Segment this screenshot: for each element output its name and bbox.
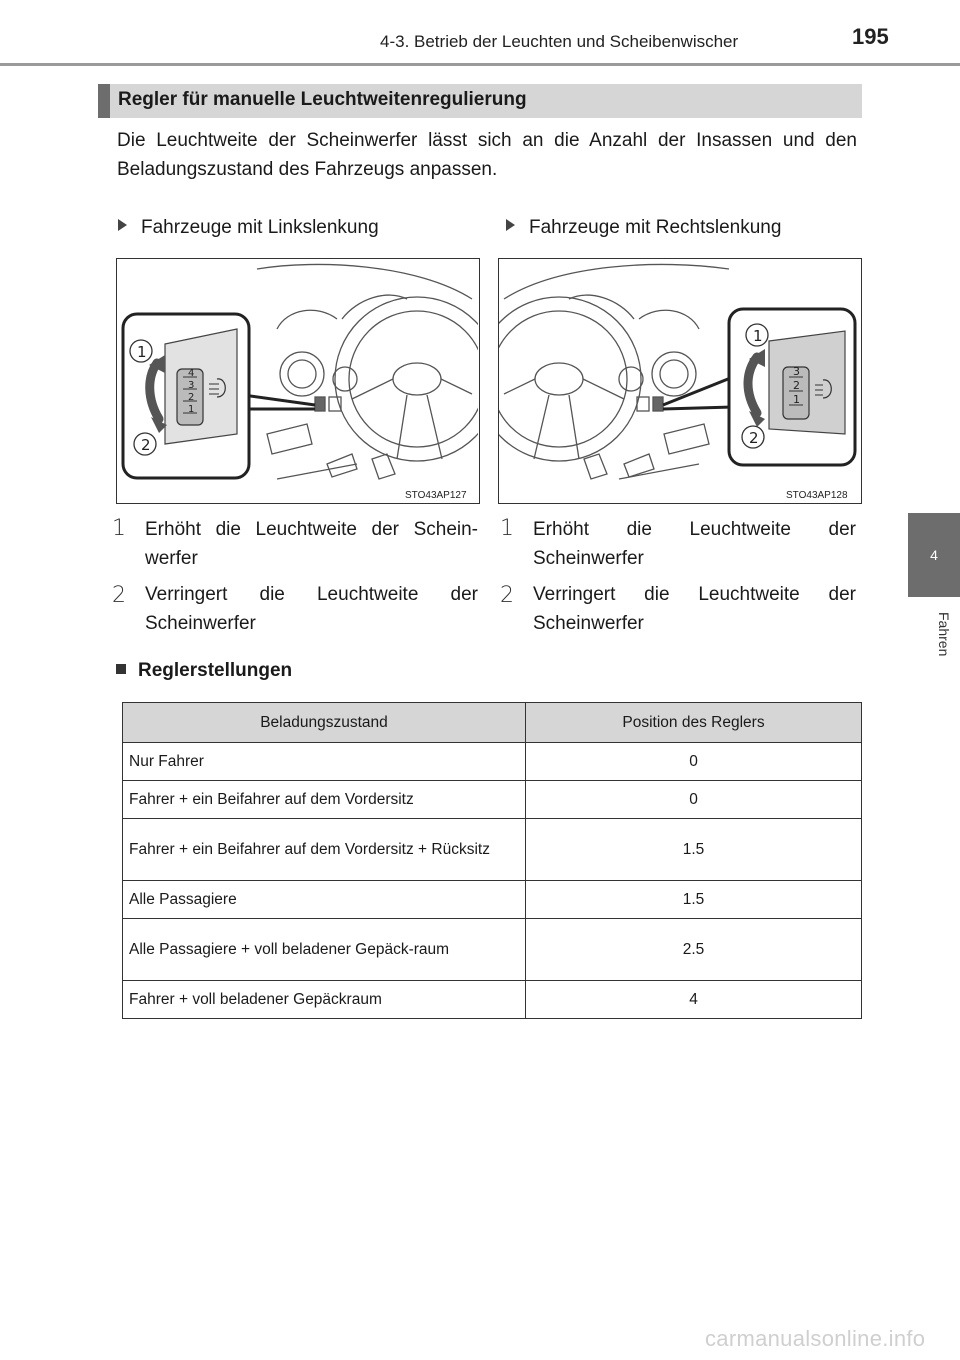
position-cell: 2.5 <box>526 919 862 981</box>
condition-cell: Fahrer + voll beladener Gepäckraum <box>123 981 526 1019</box>
table-row <box>123 781 862 819</box>
legend-number: 1 <box>500 516 514 541</box>
dial-mark: 3 <box>188 380 195 391</box>
legend-text: Erhöht die Leuchtweite der Scheinwerfer <box>533 519 856 569</box>
chapter-label: Fahren <box>936 612 952 657</box>
condition-cell: Nur Fahrer <box>123 743 526 781</box>
dashboard-illustration-rhd <box>499 259 860 502</box>
figure-label-lhd-text: Fahrzeuge mit Linkslenkung <box>141 217 379 238</box>
table-header-row <box>123 703 862 743</box>
arrow-bullet-icon <box>118 219 127 231</box>
settings-table <box>122 702 862 1019</box>
legend-text: Verringert die Leuchtweite der Scheinwerfer <box>145 584 478 634</box>
settings-heading <box>116 660 292 682</box>
dial-mark: 2 <box>793 379 800 392</box>
figure-label-rhd <box>506 217 781 239</box>
dial-mark: 3 <box>793 365 800 378</box>
position-cell: 1.5 <box>526 819 862 881</box>
watermark: carmanualsonline.info <box>705 1326 926 1351</box>
table-row <box>123 819 862 881</box>
table-row <box>123 881 862 919</box>
section-title: Regler für manuelle Leuchtweitenregulierung <box>118 89 527 110</box>
legend-number: 2 <box>112 583 126 608</box>
dial-mark: 1 <box>188 404 195 415</box>
settings-heading-text: Reglerstellungen <box>138 660 293 681</box>
table-row <box>123 743 862 781</box>
callout-2: 2 <box>141 436 151 454</box>
condition-cell: Alle Passagiere + voll beladener Gepäck-raum <box>123 919 526 981</box>
figure-rhd <box>498 258 862 504</box>
table-row <box>123 919 862 981</box>
figure-code: STO43AP127 <box>405 490 467 501</box>
legend-text: Erhöht die Leuchtweite der Schein-werfer <box>145 519 478 569</box>
figure-lhd <box>116 258 480 504</box>
legend-number: 1 <box>112 516 126 541</box>
dial-mark: 2 <box>188 392 195 403</box>
arrow-bullet-icon <box>506 219 515 231</box>
table-row <box>123 981 862 1019</box>
condition-cell: Alle Passagiere <box>123 881 526 919</box>
chapter-tab[interactable]: 4 <box>908 513 960 597</box>
position-cell: 0 <box>526 781 862 819</box>
dial-mark: 4 <box>188 368 195 379</box>
callout-1: 1 <box>753 327 763 345</box>
column-header: Beladungszustand <box>123 703 526 743</box>
callout-2: 2 <box>749 429 759 447</box>
position-cell: 1.5 <box>526 881 862 919</box>
condition-cell: Fahrer + ein Beifahrer auf dem Vordersitz + Rücksitz <box>123 819 526 881</box>
dial-mark: 1 <box>793 393 800 406</box>
square-bullet-icon <box>116 664 126 674</box>
callout-1: 1 <box>137 343 147 361</box>
figure-code: STO43AP128 <box>786 490 848 501</box>
condition-cell: Fahrer + ein Beifahrer auf dem Vordersitz <box>123 781 526 819</box>
position-cell: 0 <box>526 743 862 781</box>
figure-label-rhd-text: Fahrzeuge mit Rechtslenkung <box>529 217 782 238</box>
figure-label-lhd <box>118 217 379 239</box>
page-number: 195 <box>852 24 889 49</box>
dashboard-illustration-lhd <box>117 259 478 502</box>
column-header: Position des Reglers <box>526 703 862 743</box>
header-rule <box>0 63 960 66</box>
legend-text: Verringert die Leuchtweite der Scheinwerfer <box>533 584 856 634</box>
intro-paragraph: Die Leuchtweite der Scheinwerfer lässt sich an die Anzahl der Insassen und den Beladungszustand des Fahrzeugs anpassen. <box>117 130 857 180</box>
header-section-title: 4-3. Betrieb der Leuchten und Scheibenwischer <box>380 32 739 51</box>
legend-number: 2 <box>500 583 514 608</box>
position-cell: 4 <box>526 981 862 1019</box>
